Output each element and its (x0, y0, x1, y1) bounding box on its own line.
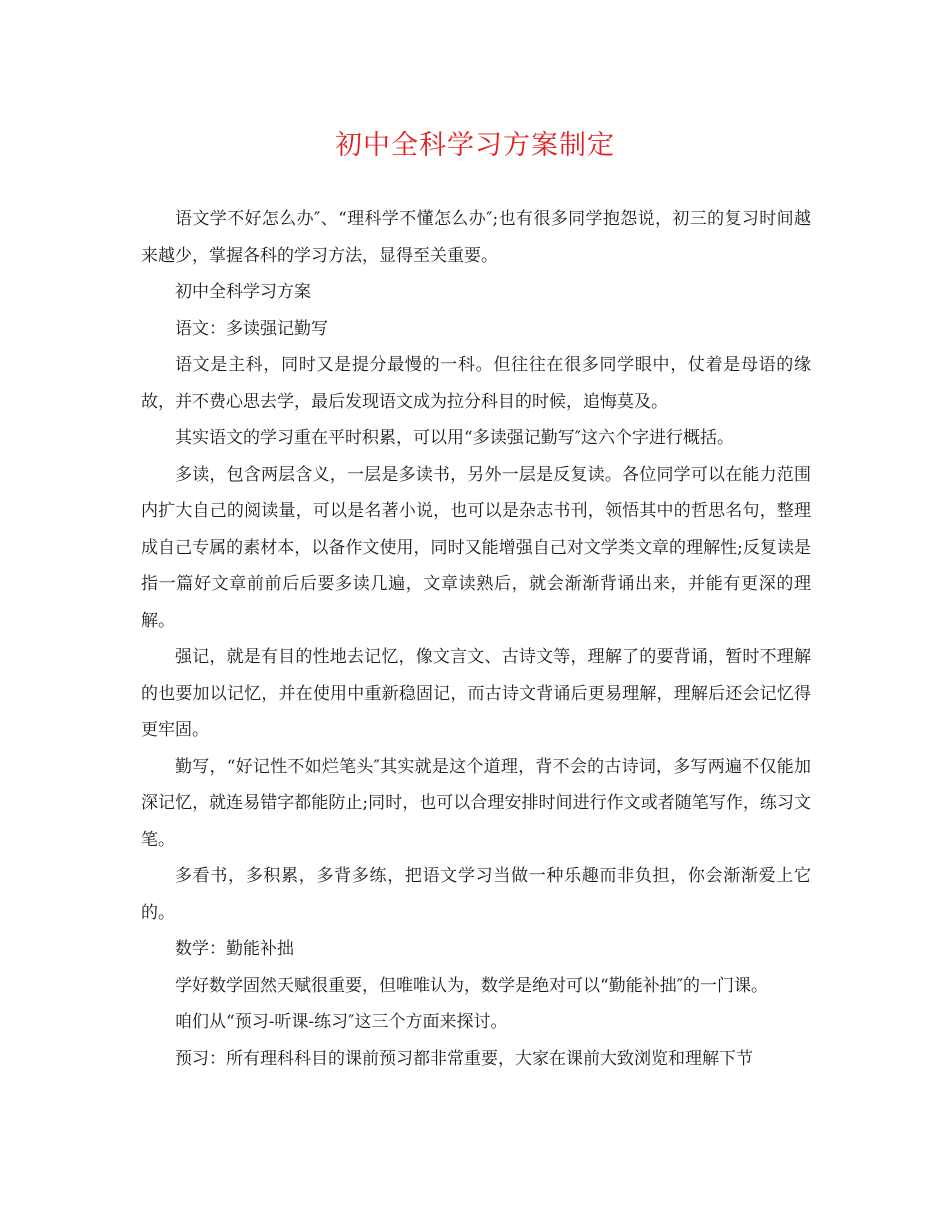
section-heading-plan: 初中全科学习方案 (175, 282, 311, 302)
body-paragraph: 咱们从“预习-听课-练习″这三个方面来探讨。 (175, 1012, 508, 1032)
intro-paragraph: 语文学不好怎么办″、“理科学不懂怎么办″;也有很多同学抱怨说，初三的复习时间越来越少，掌握各科的学习方法，显得至关重要。 (141, 209, 811, 266)
document-body (141, 201, 811, 1077)
body-paragraph: 其实语文的学习重在平时积累，可以用“多读强记勤写″这六个字进行概括。 (175, 428, 735, 448)
body-paragraph: 预习：所有理科科目的课前预习都非常重要，大家在课前大致浏览和理解下节 (175, 1048, 753, 1069)
body-paragraph: 语文是主科，同时又是提分最慢的一科。但往往在很多同学眼中，仗着是母语的缘故，并不费心思去学，最后发现语文成为拉分科目的时候，追悔莫及。 (141, 355, 811, 412)
subject-heading-math: 数学：勤能补拙 (175, 939, 294, 959)
body-paragraph: 多读，包含两层含义，一层是多读书，另外一层是反复读。各位同学可以在能力范围内扩大自己的阅读量，可以是名著小说，也可以是杂志书刊，领悟其中的哲思名句，整理成自己专属的素材本，以备作文使用，同时又能增强自己对文学类文章的理解性;反复读是指一篇好文章前前后后要多读几遍，文章读熟后，就会渐渐背诵出来，并能有更深的理解。 (141, 464, 811, 631)
body-paragraph: 强记，就是有目的性地去记忆，像文言文、古诗文等，理解了的要背诵，暂时不理解的也要加以记忆，并在使用中重新稳固记，而古诗文背诵后更易理解，理解后还会记忆得更牢固。 (141, 647, 811, 740)
subject-heading-chinese: 语文：多读强记勤写 (175, 318, 328, 339)
body-paragraph: 勤写，“好记性不如烂笔头″其实就是这个道理，背不会的古诗词，多写两遍不仅能加深记忆，就连易错字都能防止;同时，也可以合理安排时间进行作文或者随笔写作，练习文笔。 (141, 756, 811, 850)
document-title: 初中全科学习方案制定 (335, 130, 615, 161)
body-paragraph: 多看书，多积累，多背多练，把语文学习当做一种乐趣而非负担，你会渐渐爱上它的。 (141, 866, 811, 923)
body-paragraph: 学好数学固然天赋很重要，但唯唯认为，数学是绝对可以“勤能补拙″的一门课。 (175, 975, 769, 996)
